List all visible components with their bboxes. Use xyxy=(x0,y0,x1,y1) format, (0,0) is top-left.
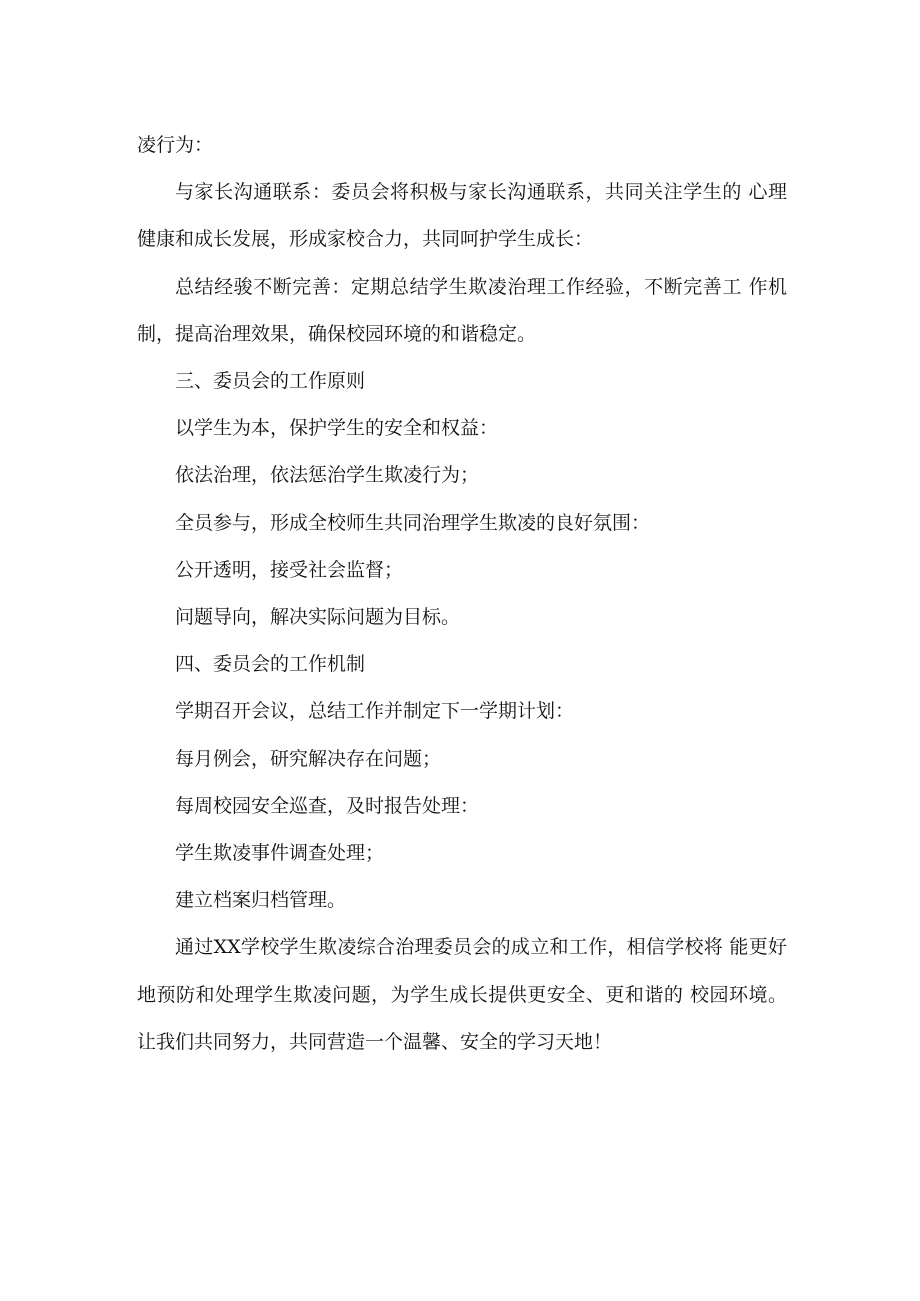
mechanism-item: 学期召开会议，总结工作并制定下一学期计划： xyxy=(175,700,575,723)
paragraph-continuation: 凌行为： xyxy=(137,134,214,156)
section-heading-principles: 三、委员会的工作原则 xyxy=(175,370,366,393)
principle-item: 依法治理，依法惩治学生欺凌行为； xyxy=(175,464,480,487)
mechanism-item: 每月例会，研究解决存在问题； xyxy=(175,747,442,770)
paragraph-conclusion: 通过XX学校学生欺凌综合治理委员会的成立和工作，相信学校将 能更好地预防和处理学生欺凌问题，为学生成长提供更安全、更和谐的 校园环境。让我们共同努力，共同营造一个温馨、安全的学习天地！ xyxy=(137,936,787,1053)
principle-item: 公开透明，接受社会监督； xyxy=(175,558,404,581)
section-heading-mechanism: 四、委员会的工作机制 xyxy=(175,653,366,676)
paragraph-summary-improvement: 总结经骏不断完善：定期总结学生欺凌治理工作经验，不断完善工 作机制，提高治理效果，确保校园环境的和谐稳定。 xyxy=(137,275,787,345)
mechanism-item: 建立档案归档管理。 xyxy=(175,889,347,912)
principle-item: 问题导向，解决实际问题为目标。 xyxy=(175,606,461,629)
mechanism-item: 每周校园安全巡查，及时报告处理： xyxy=(175,794,480,817)
principle-item: 全员参与，形成全校师生共同治理学生欺凌的良好氛围： xyxy=(175,511,651,534)
document-body xyxy=(137,122,787,1066)
principle-item: 以学生为本，保护学生的安全和权益： xyxy=(175,417,499,440)
mechanism-item: 学生欺凌事件调查处理； xyxy=(175,842,385,865)
paragraph-parent-communication: 与家长沟通联系：委员会将积极与家长沟通联系，共同关注学生的 心理健康和成长发展，形成家校合力，共同呵护学生成长： xyxy=(137,181,787,251)
